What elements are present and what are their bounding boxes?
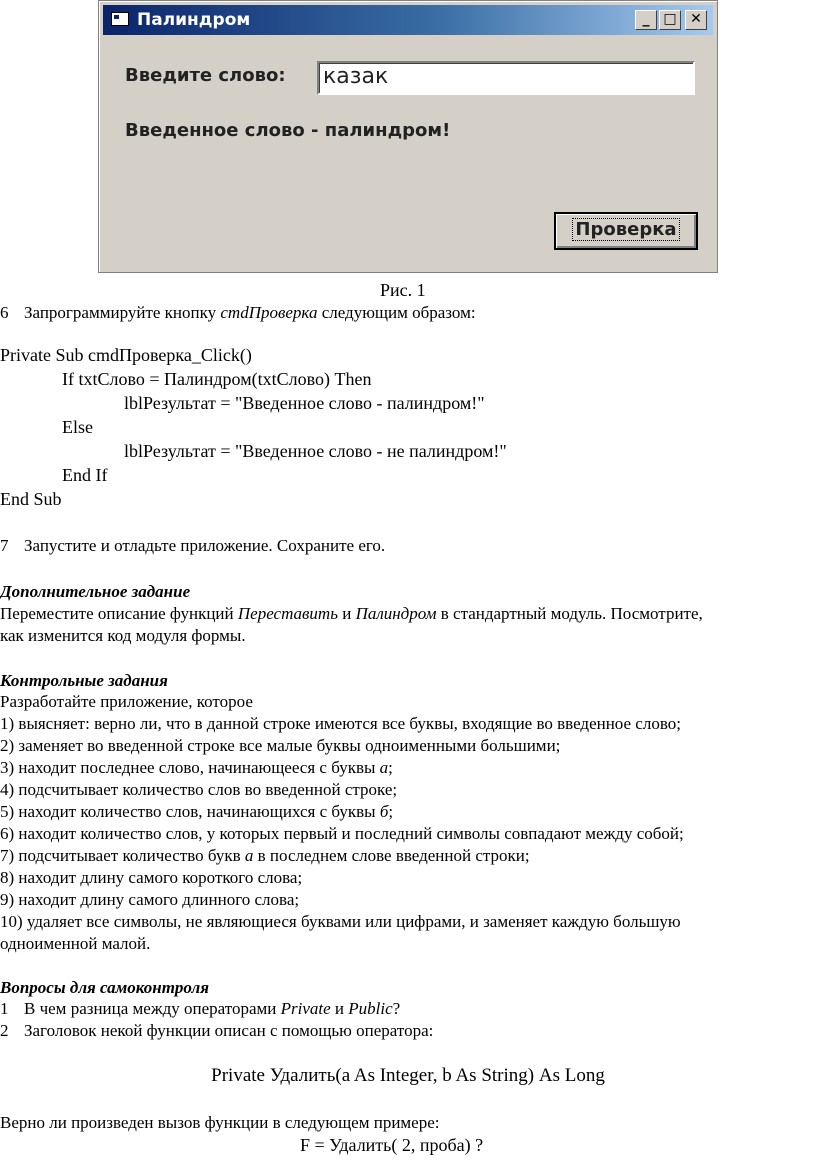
control-item: одноименной малой. [0,934,151,953]
question-number: 2 [0,1021,9,1040]
word-input[interactable]: казак [317,61,695,95]
control-item: 9) находит длину самого длинного слова; [0,890,300,909]
window-title: Палиндром [137,10,251,30]
step-6 [0,303,476,323]
control-item-italic: а [244,846,254,865]
code-line: lblРезультат = "Введенное слово - палиндром!" [124,393,485,413]
extra-text: и [337,604,356,623]
question-text: и [330,999,349,1018]
extra-text: в стандартный модуль. Посмотрите, [436,604,703,623]
code-line: If txtСлово = Палиндром(txtСлово) Then [62,369,372,389]
control-item: 2) заменяет во введенной строке все малые буквы одноименными большими; [0,736,561,755]
control-heading: Контрольные задания [0,671,168,690]
check-button-label: Проверка [575,219,677,240]
control-intro: Разработайте приложение, которое [0,692,253,711]
step-number: 7 [0,536,9,555]
control-item: 8) находит длину самого короткого слова; [0,868,303,887]
code-line: lblРезультат = "Введенное слово - не палиндром!" [124,441,507,461]
control-item: 4) подсчитывает количество слов во введенной строке; [0,780,398,799]
question-2 [0,1021,433,1041]
step-text: Запустите и отладьте приложение. Сохраните его. [24,536,386,555]
function-call: F = Удалить( 2, проба) ? [300,1135,484,1155]
window-controls [635,10,707,30]
extra-heading: Дополнительное задание [0,582,191,601]
question-text-italic: Public [348,999,393,1018]
control-item [0,758,393,778]
control-item-text: 7) подсчитывает количество букв [0,846,245,865]
control-item-text: ; [388,758,393,777]
question-text: Заголовок некой функции описан с помощью оператора: [24,1021,434,1040]
code-line: Private Sub cmdПроверка_Click() [0,345,252,365]
question-number: 1 [0,999,9,1018]
control-item-text: в последнем слове введенной строки; [253,846,530,865]
minimize-button[interactable]: _ [635,10,657,30]
step-number: 6 [0,303,9,322]
control-item-italic: б [379,802,389,821]
check-call-text: Верно ли произведен вызов функции в следующем примере: [0,1113,440,1132]
function-declaration: Private Удалить(a As Integer, b As String) As Long [211,1065,605,1086]
extra-text-italic: Переставить [237,604,338,623]
questions-heading: Вопросы для самоконтроля [0,978,209,997]
control-item [0,802,393,822]
extra-text-italic: Палиндром [355,604,437,623]
step-text: Запрограммируйте кнопку [24,303,221,322]
extra-text: Переместите описание функций [0,604,238,623]
step-text-italic: cmdПроверка [220,303,318,322]
control-item [0,846,530,866]
step-7 [0,536,385,556]
question-text: ? [392,999,401,1018]
close-button[interactable]: ✕ [685,10,707,30]
code-line: End Sub [0,489,62,509]
figure-caption: Рис. 1 [380,280,426,300]
control-item: 6) находит количество слов, у которых первый и последний символы совпадают между собой; [0,824,684,843]
check-button[interactable] [554,212,698,250]
question-text: В чем разница между операторами [24,999,281,1018]
question-1 [0,999,400,1019]
maximize-button[interactable]: □ [659,10,681,30]
control-item-text: 3) находит последнее слово, начинающееся с буквы [0,758,380,777]
control-item-italic: а [379,758,389,777]
window-titlebar[interactable] [103,5,713,35]
control-item-text: ; [388,802,394,821]
step-text: следующим образом: [317,303,476,322]
app-icon [111,12,129,26]
extra-paragraph [0,604,703,624]
code-line: End If [62,465,108,485]
extra-paragraph-line2: как изменится код модуля формы. [0,626,246,645]
question-text-italic: Private [280,999,331,1018]
control-item: 10) удаляет все символы, не являющиеся буквами или цифрами, и заменяет каждую большую [0,912,681,931]
palindrome-window [98,0,718,273]
code-line: Else [62,417,93,437]
enter-word-label: Введите слово: [125,65,286,86]
result-label: Введенное слово - палиндром! [125,120,451,141]
control-item-text: 5) находит количество слов, начинающихся с буквы [0,802,380,821]
control-item: 1) выясняет: верно ли, что в данной строке имеются все буквы, входящие во введенное слово; [0,714,681,733]
